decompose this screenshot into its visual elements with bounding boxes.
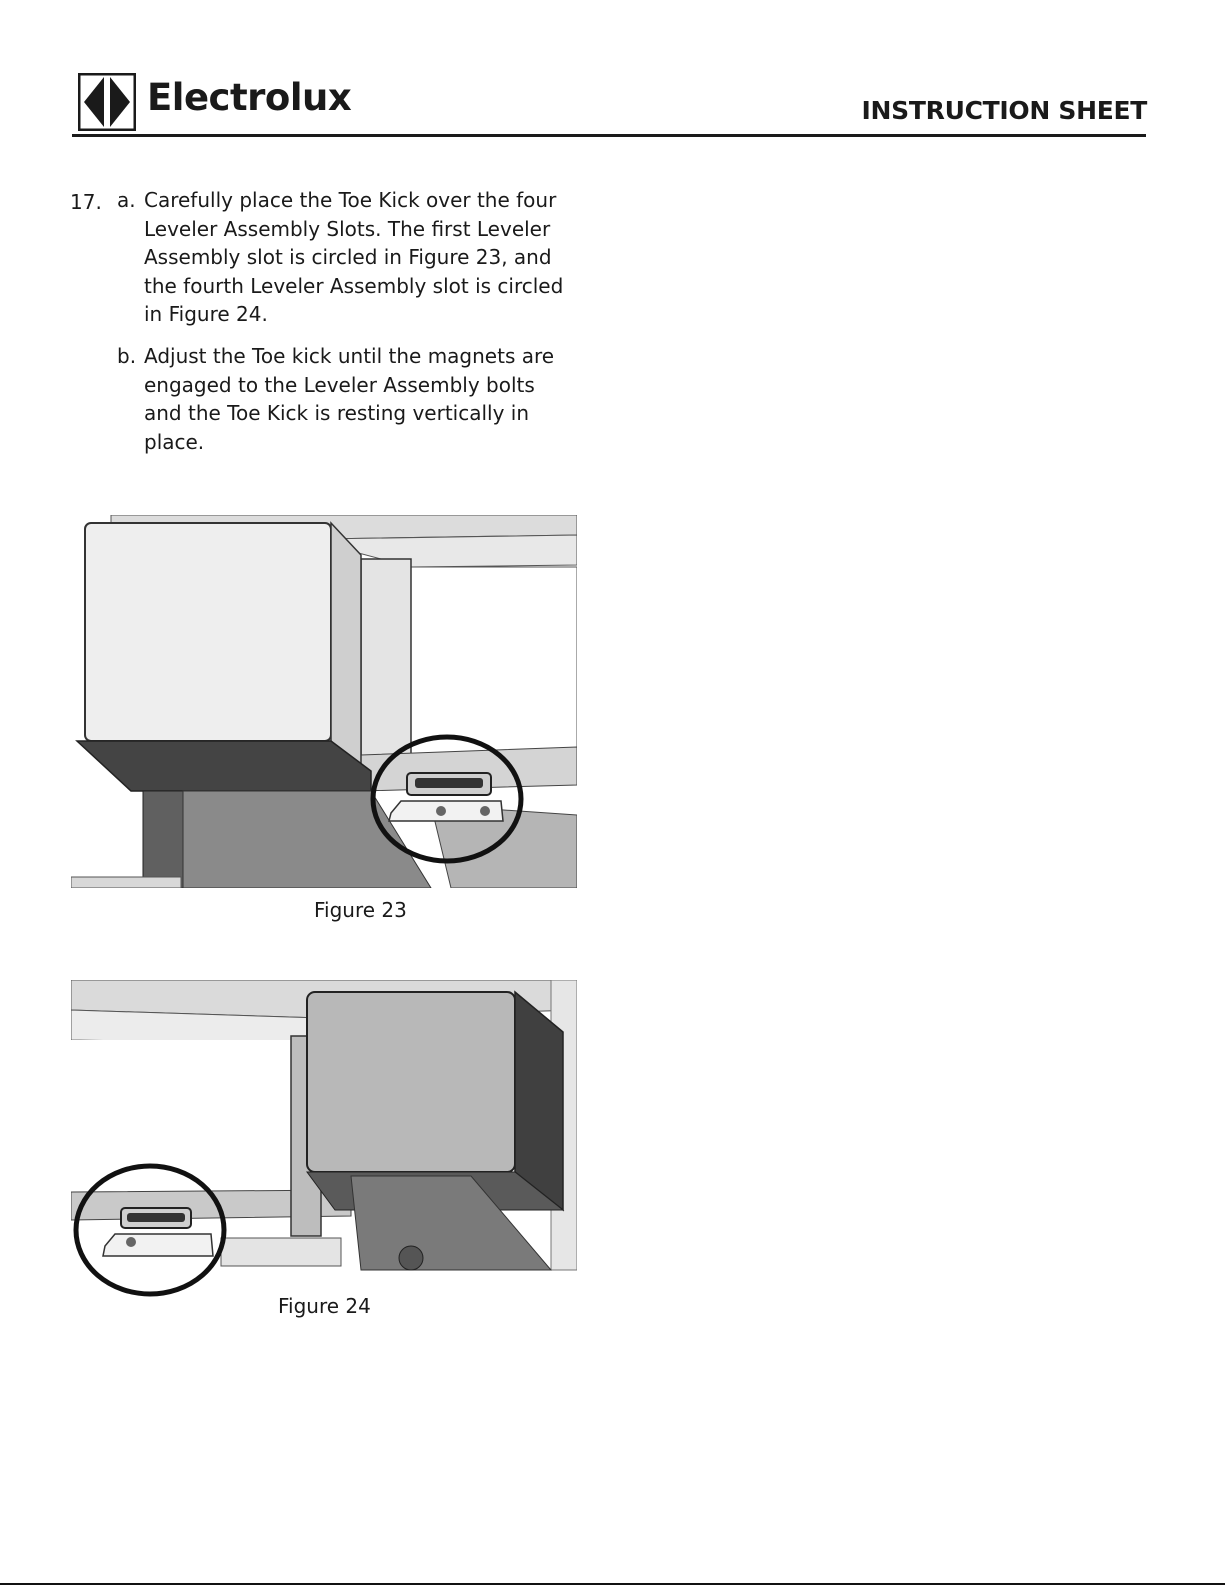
figure-24-illustration (71, 980, 577, 1324)
figure-23-illustration (71, 515, 577, 888)
substep-b-text: Adjust the Toe kick until the magnets are engaged to the Leveler Assembly bolts and the Toe Kick is resting vertically in place. (144, 344, 555, 454)
figure-23-caption: Figure 23 (314, 898, 407, 922)
substep-b (117, 342, 577, 456)
substep-a-marker: a. (117, 188, 136, 212)
header-divider (72, 134, 1146, 137)
substep-b-marker: b. (117, 344, 137, 368)
substep-a (117, 186, 577, 329)
step-number: 17. (70, 190, 102, 214)
substep-a-text: Carefully place the Toe Kick over the four Leveler Assembly Slots. The first Leveler Assembly slot is circled in Figure 23, and the fourth Leveler Assembly slot is circled in Figure 24. (144, 188, 564, 327)
sheet-title: INSTRUCTION SHEET (861, 96, 1147, 125)
electrolux-logo-icon (78, 73, 136, 131)
figure-24-caption: Figure 24 (278, 1294, 371, 1318)
brand-name: Electrolux (147, 76, 352, 119)
